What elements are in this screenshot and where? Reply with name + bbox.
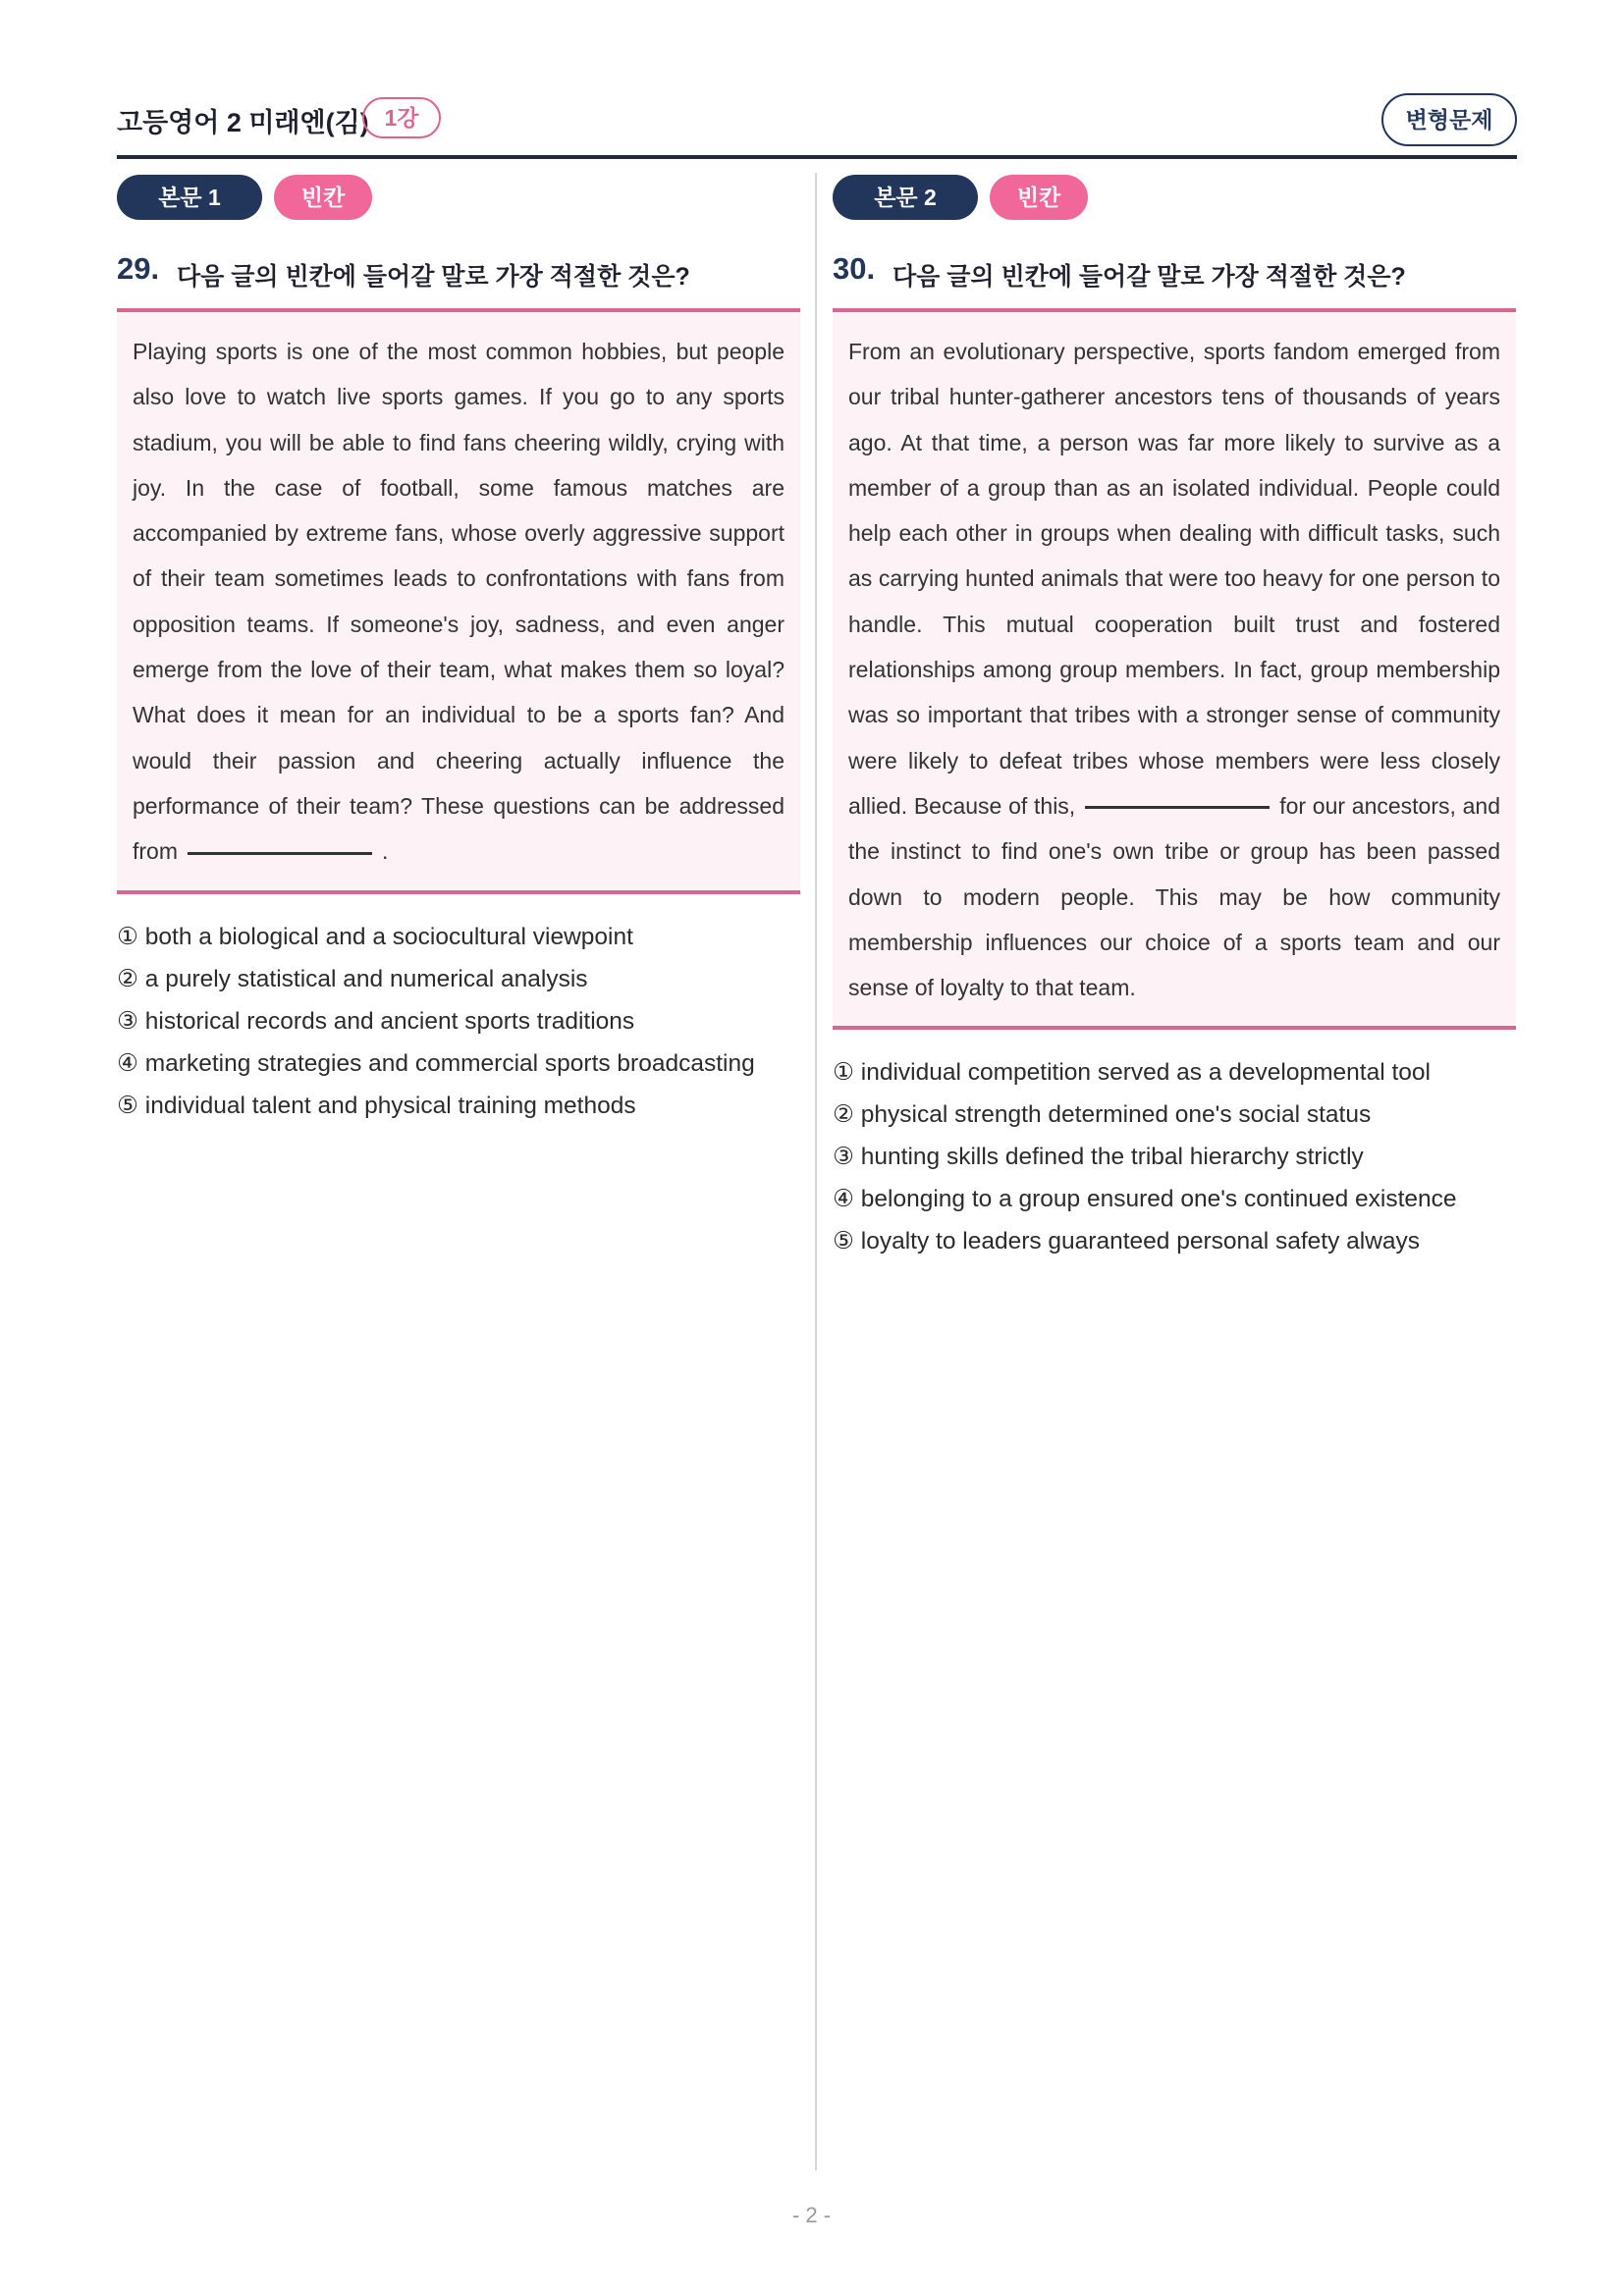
section-tags [117,173,800,222]
type-tag: 빈칸 [990,175,1088,220]
answer-choices [833,1051,1516,1262]
answer-choice[interactable]: ① both a biological and a sociocultural viewpoint [117,923,633,950]
question-number: 29. [117,251,160,286]
section-tags [833,173,1516,222]
answer-choice[interactable]: ③ historical records and ancient sports traditions [117,1007,635,1035]
answer-choice[interactable]: ② a purely statistical and numerical analysis [117,965,588,992]
passage-text-before-blank: From an evolutionary perspective, sports fandom emerged from our tribal hunter-gatherer ancestors tens of thousands of years ago. At that time, a person was far more likely to survive as a member of a group than as an isolated individual. People could help each other in groups when dealing with difficult tasks, such as carrying hunted animals that were too heavy for one person to handle. This mutual cooperation built trust and fostered relationships among group members. In fact, group membership was so important that tribes with a stronger sense of community were likely to defeat tribes whose members were less closely allied. Because of this, [848,339,1500,819]
passage-box [117,308,800,894]
header-rule [117,155,1517,159]
type-tag: 빈칸 [274,175,372,220]
question-heading [833,251,1516,298]
passage-tag: 본문 1 [117,175,262,220]
question-text: 다음 글의 빈칸에 들어갈 말로 가장 적절한 것은? [893,263,1406,291]
answer-blank [188,852,372,855]
passage-box [833,308,1516,1030]
lesson-badge: 1강 [362,97,441,138]
passage-text [133,329,784,875]
answer-choice[interactable]: ④ marketing strategies and commercial sports broadcasting [117,1049,755,1077]
question-text: 다음 글의 빈칸에 들어갈 말로 가장 적절한 것은? [177,263,690,291]
answer-choice[interactable]: ② physical strength determined one's social status [833,1101,1372,1129]
passage-text-after-blank: for our ancestors, and the instinct to find one's own tribe or group has been passed down to modern people. This may be how community membership influences our choice of a sports team and our sense of loyalty to that team. [848,792,1500,1001]
question-29-column [117,173,800,1127]
question-type-badge: 변형문제 [1381,93,1517,146]
passage-text-after-blank: . [382,838,389,865]
question-30-column [833,173,1516,1262]
question-number: 30. [833,251,876,286]
answer-choice[interactable]: ④ belonging to a group ensured one's continued existence [833,1186,1457,1213]
question-heading [117,251,800,298]
column-divider [815,173,817,2170]
page-header [117,93,1517,152]
passage-text [848,329,1500,1010]
header-title: 고등영어 2 미래엔(김) [117,108,369,137]
answer-choice[interactable]: ③ hunting skills defined the tribal hierarchy strictly [833,1144,1364,1171]
answer-choices [117,916,800,1127]
answer-choice[interactable]: ① individual competition served as a developmental tool [833,1059,1431,1087]
page-number: - 2 - [791,2203,832,2227]
answer-choice[interactable]: ⑤ loyalty to leaders guaranteed personal safety always [833,1228,1421,1255]
answer-choice[interactable]: ⑤ individual talent and physical training methods [117,1092,636,1119]
passage-tag: 본문 2 [833,175,978,220]
passage-text-before-blank: Playing sports is one of the most common hobbies, but people also love to watch live sports games. If you go to any sports stadium, you will be able to find fans cheering wildly, crying with joy. In the case of football, some famous matches are accompanied by extreme fans, whose overly aggressive support of their team sometimes leads to confrontations with fans from opposition teams. If someone's joy, sadness, and even anger emerge from the love of their team, what makes them so loyal? What does it mean for an individual to be a sports fan? And would their passion and cheering actually influence the performance of their team? These questions can be addressed from [133,339,784,865]
answer-blank [1085,806,1270,809]
